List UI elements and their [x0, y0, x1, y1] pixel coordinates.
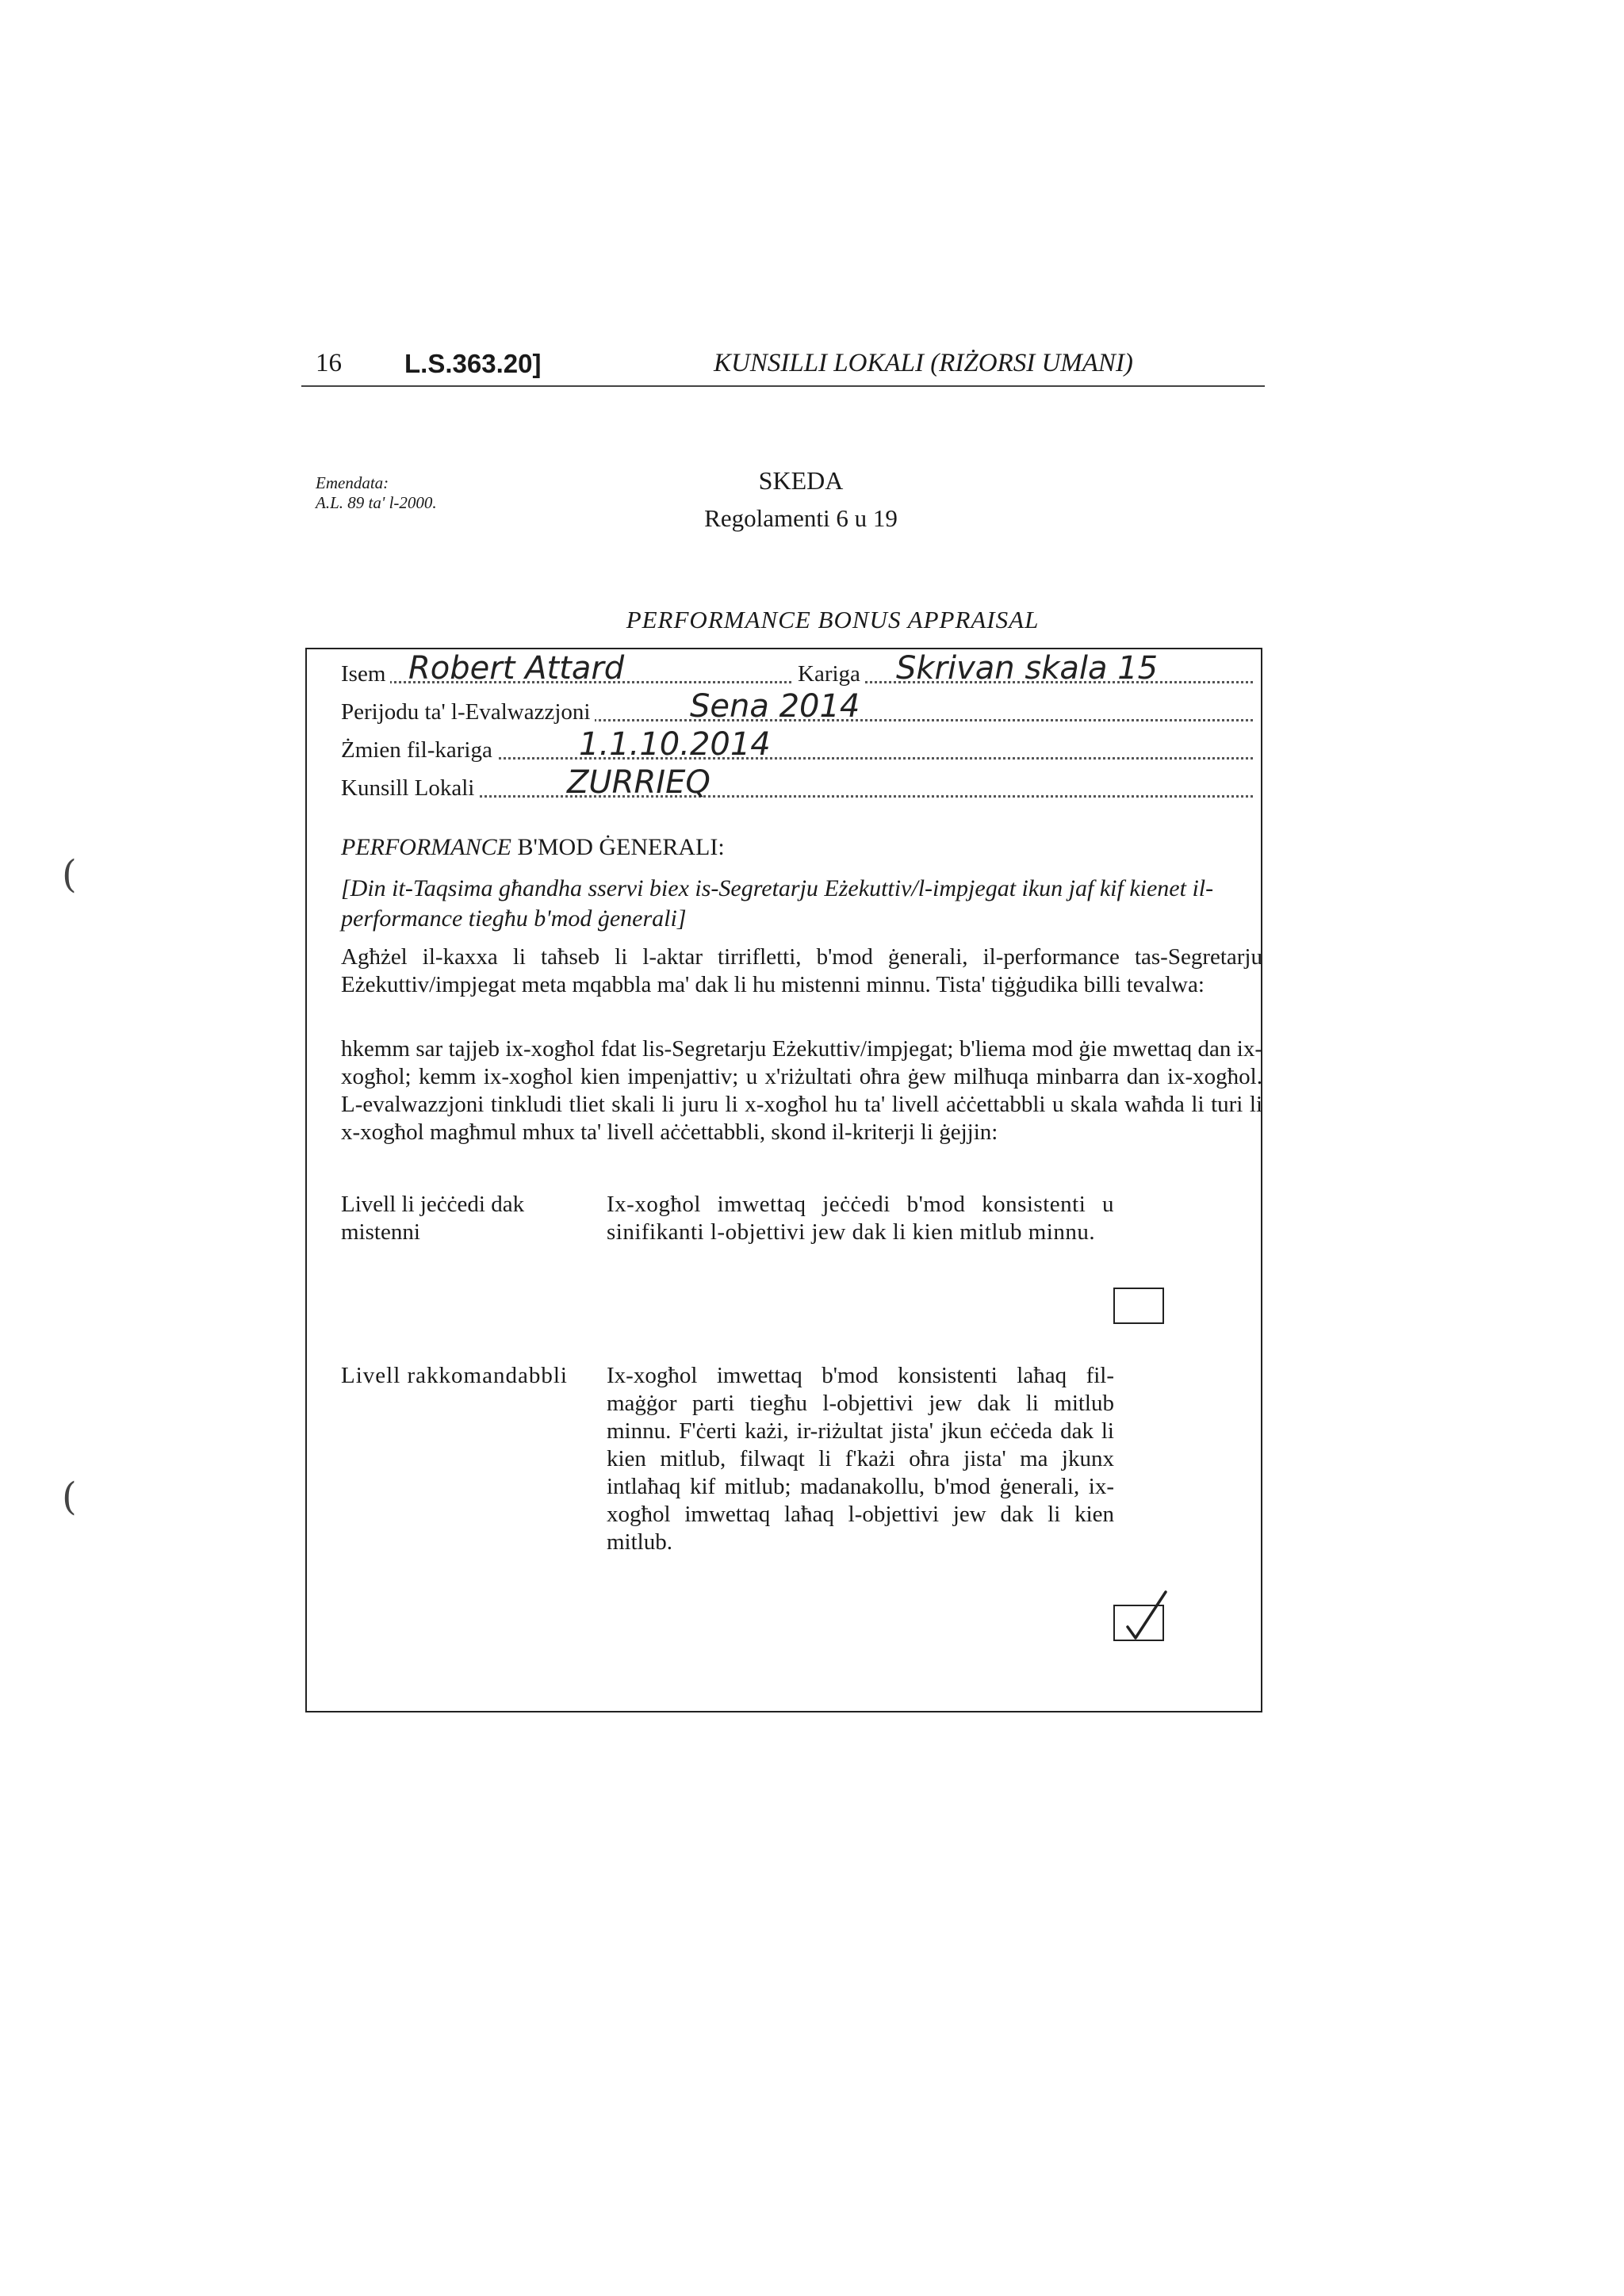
section-heading-rest: B'MOD ĠENERALI: [511, 834, 725, 860]
amendment-note [316, 473, 437, 513]
level-recommendable-checkbox[interactable] [1113, 1605, 1164, 1641]
level-exceeds-label: Livell li jeċċedi dak mistenni [341, 1192, 525, 1245]
margin-bracket-mark: ( [62, 1475, 77, 1519]
time-in-post-row [341, 726, 1253, 766]
section-heading [341, 834, 725, 861]
amendment-line-1: Emendata: [316, 473, 389, 492]
section-instruction: [Din it-Taqsima għandha sservi biex is-Segretarju Eżekuttiv/l-impjegat ikun jaf kif kienet il-performance tiegħu b'mod ġenerali] [341, 875, 1214, 932]
level-exceeds-description: Ix-xogħol imwettaq jeċċedi b'mod konsistenti u sinifikanti l-objettivi jew dak li kien mitlub minnu. [607, 1192, 1114, 1245]
legal-reference: L.S.363.20] [404, 349, 542, 378]
name-label: Isem [341, 658, 390, 690]
section-heading-italic: PERFORMANCE [341, 834, 511, 860]
instruction-paragraph: Agħżel il-kaxxa li taħseb li l-aktar tirrifletti, b'mod ġenerali, il-performance tas-Segretarju Eżekuttiv/impjegat meta mqabbla ma' dak li hu mistenni minnu. Tista' tiġġudika billi tevalwa: [341, 944, 1262, 997]
criteria-paragraph: hkemm sar tajjeb ix-xogħol fdat lis-Segretarju Eżekuttiv/impjegat; b'liema mod ġie mwettaq dan ix-xogħol; kemm ix-xogħol kien impenjattiv; u x'riżultati oħra ġew milħuqa minbarra dan ix-xogħol. L-evalwazzjoni tinkludi tliet skali li juru li x-xogħol hu ta' livell aċċettabbli u skala waħda li turi li x-xogħol magħmul mhux ta' livell aċċettabbli, skond il-kriterji li ġejjin: [341, 1036, 1262, 1145]
header-rule [301, 385, 1265, 387]
time-in-post-value[interactable]: 1.1.10.2014 [579, 726, 771, 763]
council-row [341, 764, 1253, 804]
running-title: KUNSILLI LOKALI (RIŻORSI UMANI) [714, 349, 1133, 377]
level-exceeds-checkbox[interactable] [1113, 1288, 1164, 1324]
level-recommendable-description: Ix-xogħol imwettaq b'mod konsistenti laħaq fil-maġġor parti tiegħu l-objettivi jew dak li mitlub minnu. F'ċerti każi, ir-riżultat jista' jkun eċċeda dak li kien mitlub, filwaqt li f'każi oħra jista' ma jkunx intlaħaq kif mitlub; madanakollu, b'mod ġenerali, ix-xogħol imwettaq laħaq l-objettivi jew dak li kien mitlub. [607, 1363, 1114, 1555]
post-value[interactable]: Skrivan skala 15 [896, 650, 1159, 687]
period-value[interactable]: Sena 2014 [690, 688, 860, 725]
post-label: Kariga [793, 658, 865, 690]
level-recommendable-label: Livell rakkomandabbli [341, 1363, 568, 1388]
amendment-line-2: A.L. 89 ta' l-2000. [316, 493, 437, 512]
checkmark-icon [1121, 1589, 1169, 1644]
form-title: PERFORMANCE BONUS APPRAISAL [626, 606, 1040, 633]
schedule-title: SKEDA [758, 466, 844, 495]
council-label: Kunsill Lokali [341, 772, 479, 804]
council-value[interactable]: ZURRIEQ [567, 764, 710, 801]
margin-bracket-mark: ( [62, 852, 77, 897]
name-post-row [341, 650, 1253, 690]
time-in-post-label: Żmien fil-kariga [341, 734, 497, 766]
schedule-regulation: Regolamenti 6 u 19 [704, 504, 898, 532]
period-label: Perijodu ta' l-Evalwazzjoni [341, 696, 595, 728]
name-value[interactable]: Robert Attard [408, 650, 625, 687]
period-row [341, 688, 1253, 728]
page-number: 16 [316, 349, 342, 377]
